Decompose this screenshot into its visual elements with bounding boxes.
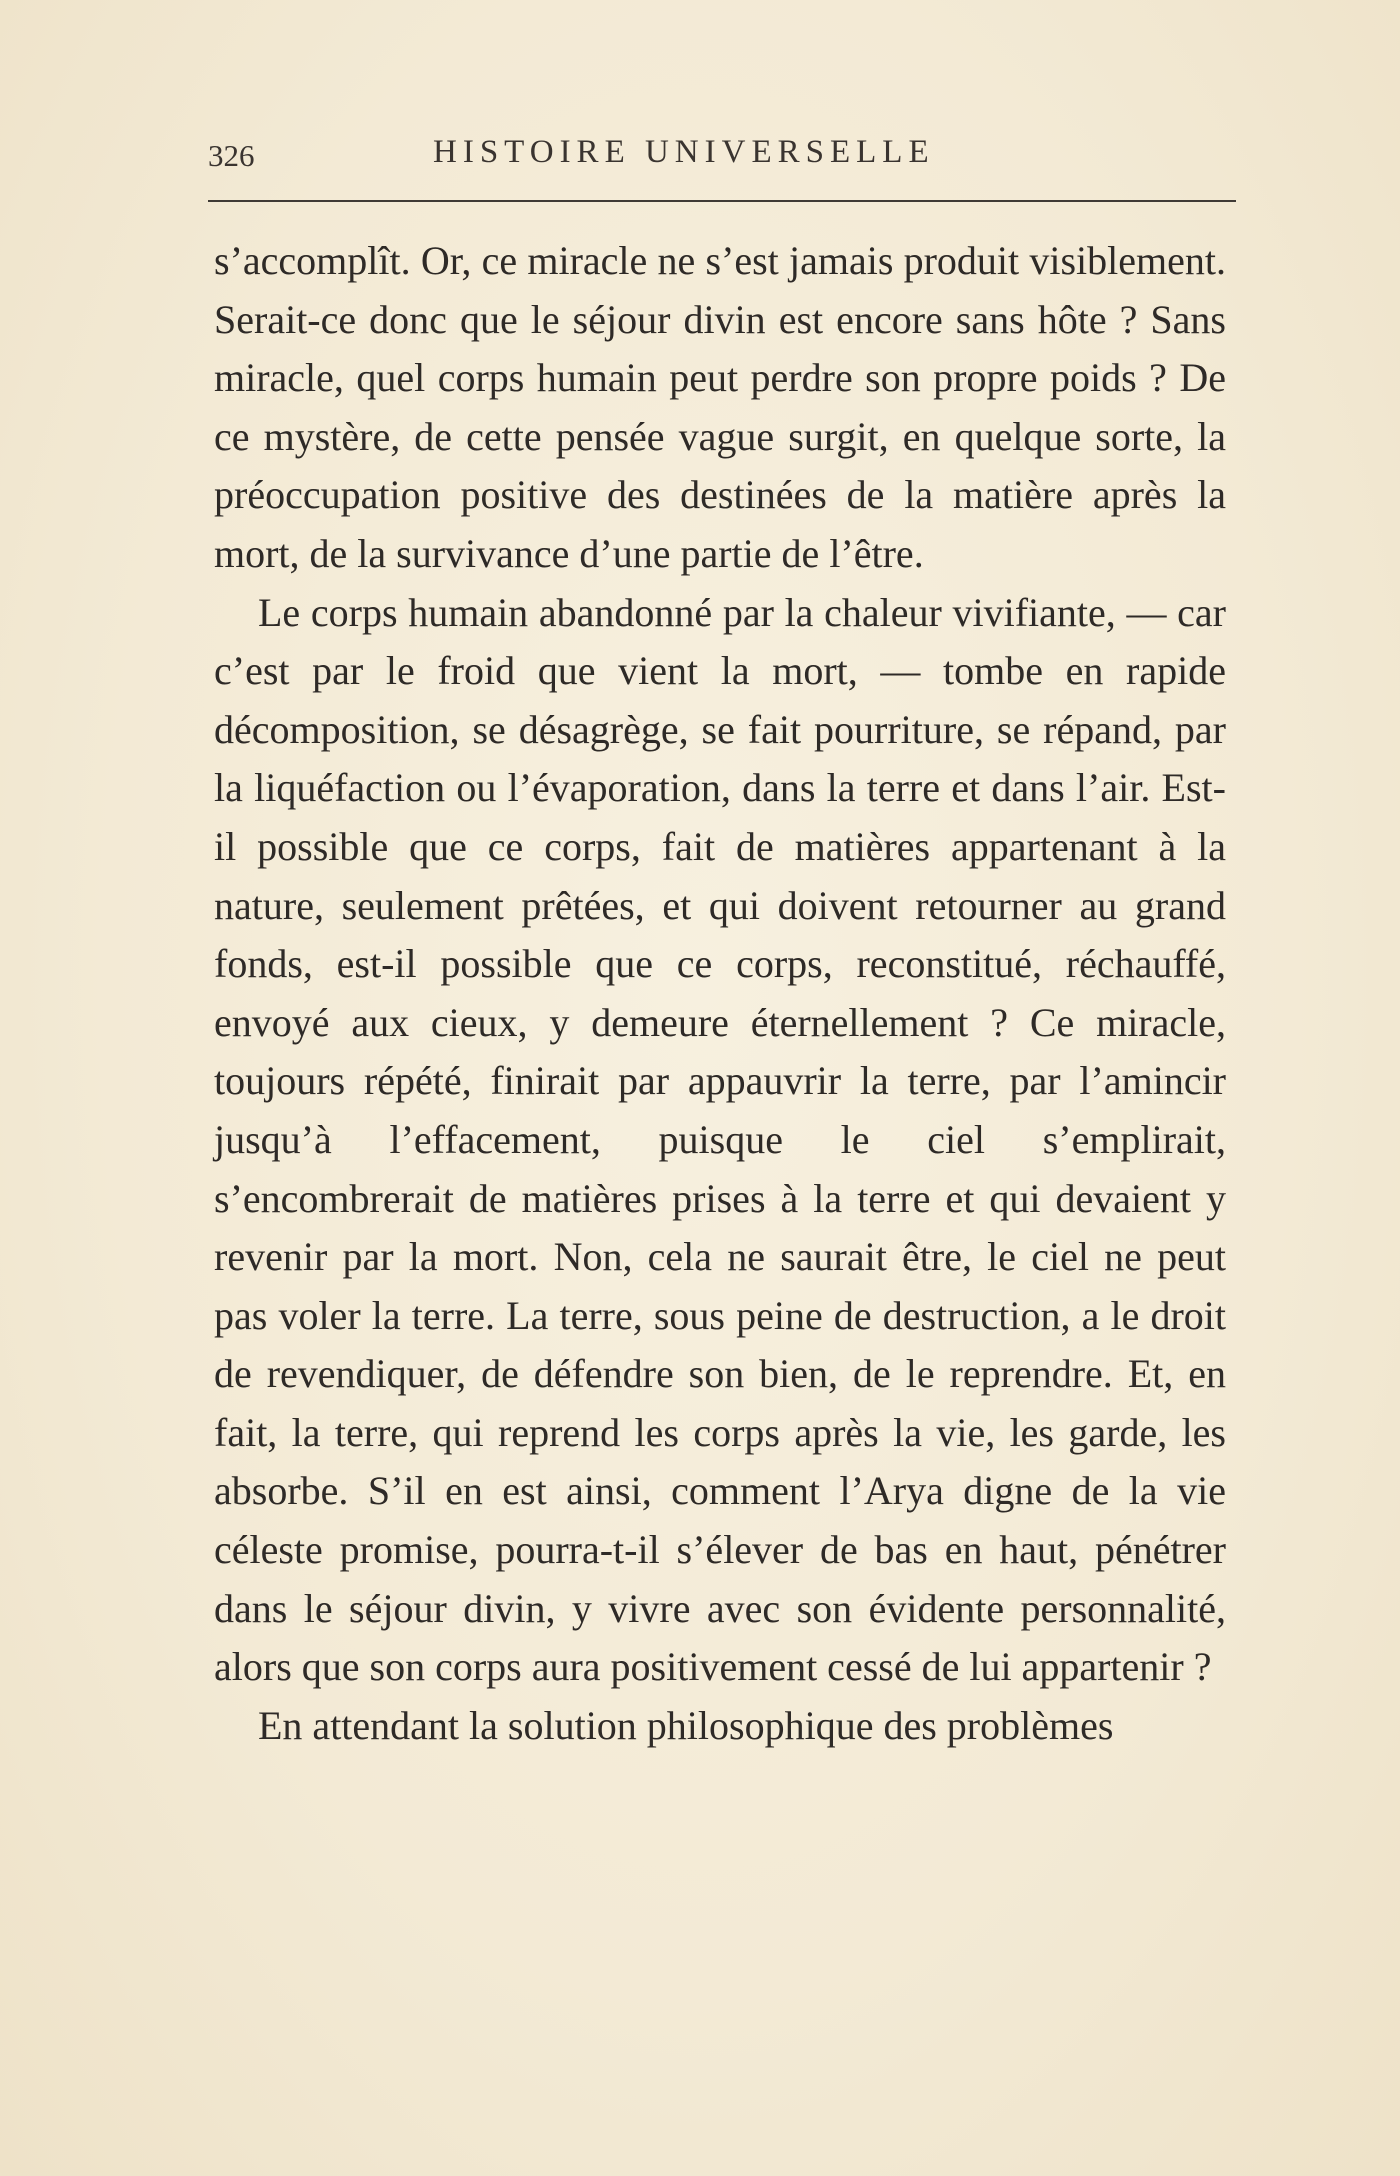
page-number: 326 <box>208 138 255 173</box>
header-rule <box>208 200 1236 202</box>
paragraph-corps-humain: Le corps humain abandonné par la chaleur vivifiante, — car c’est par le froid que vient la mort, — tombe en rapide décomposition, se désagrège, se fait pourriture, se répand, par la liquéfaction ou l’évaporation, dans la terre et dans l’air. Est-il possible que ce corps, fait de matières appartenant à la nature, seulement prêtées, et qui doivent retourner au grand fonds, est-il possible que ce corps, reconstitué, réchauffé, envoyé aux cieux, y demeure éternellement ? Ce miracle, toujours répété, finirait par appauvrir la terre, par l’amincir jusqu’à l’effacement, puisque le ciel s’emplirait, s’encombrerait de matières prises à la terre et qui devaient y revenir par la mort. Non, cela ne saurait être, le ciel ne peut pas voler la terre. La terre, sous peine de destruction, a le droit de revendiquer, de défendre son bien, de le reprendre. Et, en fait, la terre, qui reprend les corps après la vie, les garde, les absorbe. S’il en est ainsi, comment l’Arya digne de la vie céleste promise, pourra-t-il s’élever de bas en haut, pénétrer dans le séjour divin, y vivre avec son évidente personnalité, alors que son corps aura positivement cessé de lui appartenir ? <box>214 589 1226 1690</box>
paragraph-en-attendant: En attendant la solution philosophique des problèmes <box>258 1702 1114 1748</box>
running-title: HISTOIRE UNIVERSELLE <box>433 134 935 170</box>
paragraph-continuation: s’accomplît. Or, ce miracle ne s’est jamais produit visiblement. Serait-ce donc que le séjour divin est encore sans hôte ? Sans miracle, quel corps humain peut perdre son propre poids ? De ce mystère, de cette pensée vague surgit, en quelque sorte, la préoccupation positive des destinées de la matière après la mort, de la survivance d’une partie de l’être. <box>214 238 1226 576</box>
page-header <box>208 128 1238 178</box>
body-text <box>214 232 1226 1755</box>
